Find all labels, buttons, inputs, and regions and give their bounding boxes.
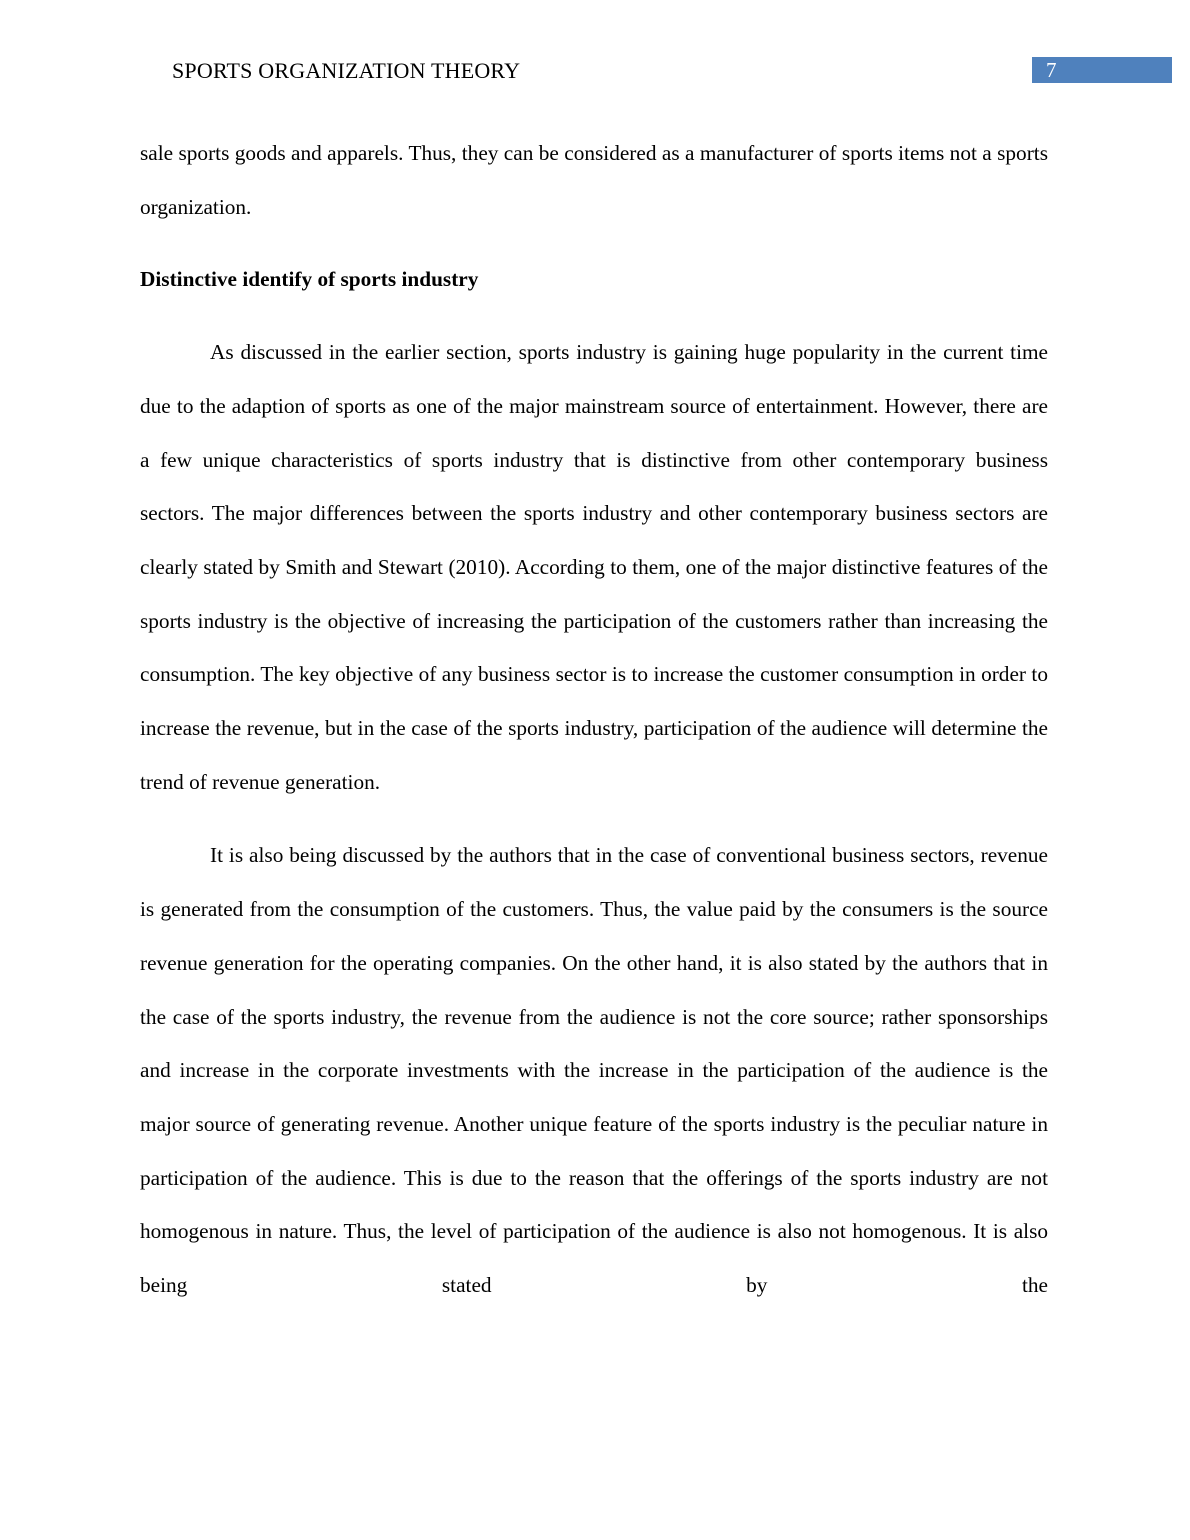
document-body [140, 127, 1048, 1313]
section-heading: Distinctive identify of sports industry [140, 267, 479, 292]
running-header-title: SPORTS ORGANIZATION THEORY [172, 58, 521, 83]
page-number-box [1032, 57, 1172, 83]
body-paragraph-2: It is also being discussed by the authors that in the case of conventional business sectors, revenue is generated from the consumption of the customers. Thus, the value paid by the consumers is the source revenue generation for the operating companies. On the other hand, it is also stated by the authors that in the case of the sports industry, the revenue from the audience is not the core source; rather sponsorships and increase in the corporate investments with the increase in the participation of the audience is the major source of generating revenue. Another unique feature of the sports industry is the peculiar nature in participation of the audience. This is due to the reason that the offerings of the sports industry are not homogenous in nature. Thus, the level of participation of the audience is also not homogenous. It is also being stated by the [140, 843, 1048, 1298]
body-paragraph-1: As discussed in the earlier section, sports industry is gaining huge popularity in the current time due to the adaption of sports as one of the major mainstream source of entertainment. However, there are a few unique characteristics of sports industry that is distinctive from other contemporary business sectors. The major differences between the sports industry and other contemporary business sectors are clearly stated by Smith and Stewart (2010). According to them, one of the major distinctive features of the sports industry is the objective of increasing the participation of the customers rather than increasing the consumption. The key objective of any business sector is to increase the customer consumption in order to increase the revenue, but in the case of the sports industry, participation of the audience will determine the trend of revenue generation. [140, 340, 1048, 794]
page-number: 7 [1046, 58, 1057, 82]
continuation-paragraph: sale sports goods and apparels. Thus, they can be considered as a manufacturer of sports items not a sports organization. [140, 141, 1048, 219]
